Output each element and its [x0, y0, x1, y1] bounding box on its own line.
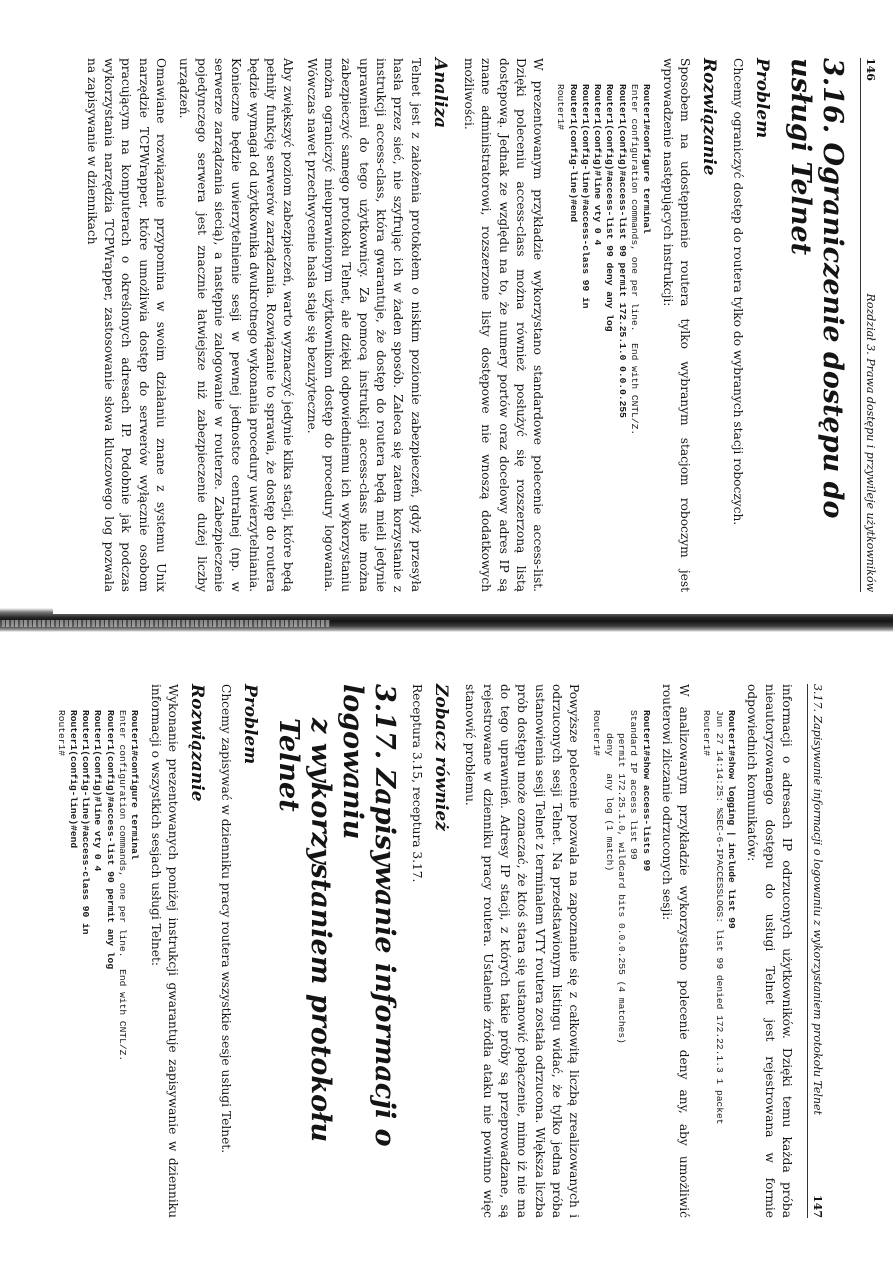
code-line: Router1(config)#access-list 99 permit 172.25.1.0 0.0.0.255 [616, 84, 628, 418]
running-header [807, 684, 840, 1218]
code-line: Router1(config)#line vty 0 4 [92, 710, 104, 872]
page-number: 147 [811, 1195, 824, 1218]
code-line: Router1(config-line)#end [67, 710, 79, 849]
page-146 [53, 34, 893, 614]
running-header [860, 58, 893, 592]
code-listing [590, 710, 651, 1218]
solution-text: Sposobem na udostępnienie routera tylko wybranym stacjom roboczym jest wprowadzenie następujących instrukcji: [660, 58, 692, 592]
code-listing [554, 84, 652, 592]
analysis-heading: Analiza [429, 58, 450, 129]
code-line: Router1#configure terminal [641, 84, 653, 234]
code-line: Enter configuration commands, one per line. End with CNTL/Z. [629, 84, 641, 436]
code-line: Standard IP access list 99 [628, 710, 640, 860]
code-line: Router1(config)#access-list 90 permit any log [104, 710, 116, 970]
code-line: Router1# [701, 710, 713, 757]
header-title: 3.17. Zapisywanie informacji o logowaniu z wykorzystaniem protokołu Telnet [811, 684, 824, 1115]
solution-heading: Rozwiązanie [186, 684, 207, 802]
code-listing [54, 710, 140, 1218]
code-line: Router1(config)#access-list 99 deny any log [604, 84, 616, 332]
section-title-3-17 [272, 684, 399, 1218]
code-line: Router1#show logging | include list 99 [726, 710, 738, 929]
code-line: Router1#configure terminal [129, 710, 141, 860]
analysis-paragraph: Powyższe polecenie pozwala na zapoznanie się z całkowitą liczbą zrealizowanych i odrzuconych sesji Telnet. Na przedstawionym listingu widać, że tylko jedna próba ustanowienia sesji Telnet z terminalem VTY routera została odrzucona. Większa liczba prób dostępu może oznaczać, że ktoś stara się ustanowić połączenie, mimo iż nie ma do tego uprawnień. Adresy IP stacji, z których takie próby są przeprowadzane, są rejestrowane w dzienniku pracy routera. Ustalenie źródła ataku nie powinno więc stanowić problemu. [463, 684, 582, 1218]
section-title-line: z wykorzystaniem protokołu Telnet [273, 718, 336, 1143]
code-line: deny any log (1 match) [603, 710, 615, 872]
solution-text: Wykonanie prezentowanych poniżej instrukcji gwarantuje zapisywanie w dzienniku informacji o wszystkich sesjach usługi Telnet: [148, 684, 180, 1218]
code-listing [700, 710, 737, 1218]
section-title-line: 3.17. Zapisywanie informacji o logowaniu [336, 684, 400, 1147]
solution-heading: Rozwiązanie [698, 58, 719, 176]
analysis-paragraph: Telnet jest z założenia protokołem o niskim poziomie zabezpieczeń, gdyż przesyła hasła przez sieć, nie szyfrując ich w żaden sposób. Zaleca się zatem korzystanie z instrukcji access-class, która gwarantuje, że dostęp do routera będą mieli jedynie uprawnieni do tego użytkownicy. Za pomocą instrukcji access-class nie można zabezpieczyć samego protokołu Telnet, ale dzięki odpowiedniemu ich wykorzystaniu można ograniczyć nieuprawnionym użytkownikom dostęp do procedury logowania. Wówczas nawet przechwycenie hasła staje się bezużyteczne. [304, 58, 423, 592]
problem-text: Chcemy zapisywać w dzienniku pracy routera wszystkie sesje usługi Telnet. [219, 684, 234, 1154]
see-also-heading: Zobacz również [430, 684, 451, 831]
code-line: Enter configuration commands, one per line. End with CNTL/Z. [116, 710, 128, 1062]
code-line: Router1#show access-lists 99 [640, 710, 652, 872]
problem-text: Chcemy ograniczyć dostęp do routera tylko do wybranych stacji roboczych. [731, 58, 746, 526]
gutter-shadow [0, 620, 330, 627]
problem-heading: Problem [240, 684, 261, 765]
analysis-paragraph: W analizowanym przykładzie wykorzystano polecenie deny any, aby umożliwić routerowi zliczanie odrzuconych sesji: [659, 684, 692, 1218]
code-line: Router1(config-line)#access-class 99 in [579, 84, 591, 309]
analysis-paragraph: Omawiane rozwiązanie przypomina w swoim działaniu znane z systemu Unix narzędzie TCPWrapper, które umożliwia dostęp do serwerów wyłącznie osobom pracującym na komputerach o określonych adresach IP. Podobnie jak podczas wykorzystania narzędzia TCPWrapper, zastosowanie słowa kluczowego log pozwala na zapisywanie w dziennikach [84, 58, 168, 592]
code-line: Jun 27 14:14:25: %SEC-6-IPACCESSLOGS: list 99 denied 172.22.1.3 1 packet [713, 710, 725, 1125]
code-line: Router1(config)#line vty 0 4 [592, 84, 604, 246]
code-line: Router1(config-line)#access-class 90 in [80, 710, 92, 935]
code-line: Router1# [555, 84, 567, 131]
continued-text: informacji o adresach IP odrzuconych użytkowników. Dzięki temu każda próba nieautoryzowanego dostępu do usługi Telnet jest rejestrowana w formie odpowiednich komunikatów: [745, 684, 794, 1218]
code-line: Router1# [55, 710, 67, 757]
problem-heading: Problem [752, 58, 773, 139]
code-line: Router1# [591, 710, 603, 757]
see-also-text: Receptura 3.15, receptura 3.17. [409, 684, 424, 883]
code-line: Router1(config-line)#end [567, 84, 579, 223]
section-title-3-16: 3.16. Ograniczenie dostępu do usługi Telnet [785, 58, 848, 519]
header-title: Rozdział 3. Prawa dostępu i przywileje użytkowników [864, 293, 877, 592]
page-number: 146 [864, 58, 877, 81]
analysis-paragraph: Aby zwiększyć poziom zabezpieczeń, warto wyznaczyć jedynie kilka stacji, które będą pełniły funkcję serwerów zarządzania. Rozwiązanie to sprawia, że dostęp do routera będzie wymagał od użytkownika dwukrotnego wykonania procedury uwierzytelniania. Konieczne będzie uwierzytelnienie sesji w pewnej jednostce centralnej (np. w serwerze zarządzania siecią), a następnie zalogowanie w routerze. Zabezpieczenie pojedynczego serwera jest znacznie łatwiejsze niż zabezpieczenie dużej liczby urządzeń. [177, 58, 296, 592]
solution-text-2: W prezentowanym przykładzie wykorzystano standardowe polecenie access-list. Dzięki poleceniu access-class można również posłużyć się rozszerzoną listą dostępową. Jednak ze względu na to, że numery portów oraz docelowy adres IP są znane administratorowi, rozszerzone listy dostępowe nie wnoszą dodatkowych możliwości. [461, 58, 546, 592]
code-line: permit 172.25.1.0, wildcard bits 0.0.0.255 (4 matches) [616, 710, 628, 1044]
page-147 [0, 660, 840, 1240]
